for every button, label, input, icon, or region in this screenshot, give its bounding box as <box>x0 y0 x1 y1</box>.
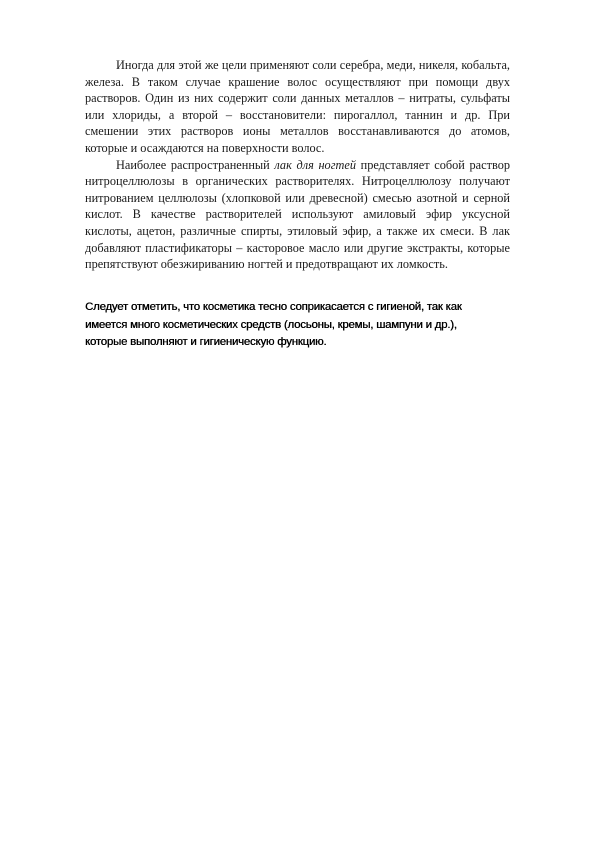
hygiene-note-line: которые выполняют и гигиеническую функцию. <box>85 336 327 349</box>
paragraph-hair-dye-metal-salts: Иногда для этой же цели применяют соли серебра, меди, никеля, кобальта, железа. В таком случае крашение волос осуществляют при помощи двух растворов. Один из них содержит соли данных металлов – нитраты, сульфаты или хлориды, а второй – восстановители: пирогаллол, таннин и др. При смешении этих растворов ионы металлов восстанавливаются до атомов, которые и осаждаются на поверхности волос. <box>85 58 510 155</box>
paragraph-nail-polish-intro: Наиболее распространенный <box>116 157 275 172</box>
paragraph-nail-polish <box>85 157 510 273</box>
body-text <box>85 57 510 273</box>
hygiene-note-line: Следует отметить, что косметика тесно соприкасается с гигиеной, так как <box>85 301 462 313</box>
hygiene-note-line: имеется много косметических средств (лосьоны, кремы, шампуни и др.), <box>85 318 457 331</box>
nail-polish-term: лак для ногтей <box>274 157 356 172</box>
hygiene-note <box>85 299 525 352</box>
paragraph-nail-polish-body: представляет собой раствор нитроцеллюлозы в органических растворителях. Нитроцеллюлозу получают нитрованием целлюлозы (хлопковой или древесной) смесью азотной и серной кислот. В качестве растворителей используют амиловый эфир уксусной кислоты, ацетон, различные спирты, этиловый эфир, а также их смеси. В лак добавляют пластификаторы – касторовое масло или другие экстракты, которые препятствуют обезжириванию ногтей и предотвращают их ломкость. <box>85 157 510 272</box>
